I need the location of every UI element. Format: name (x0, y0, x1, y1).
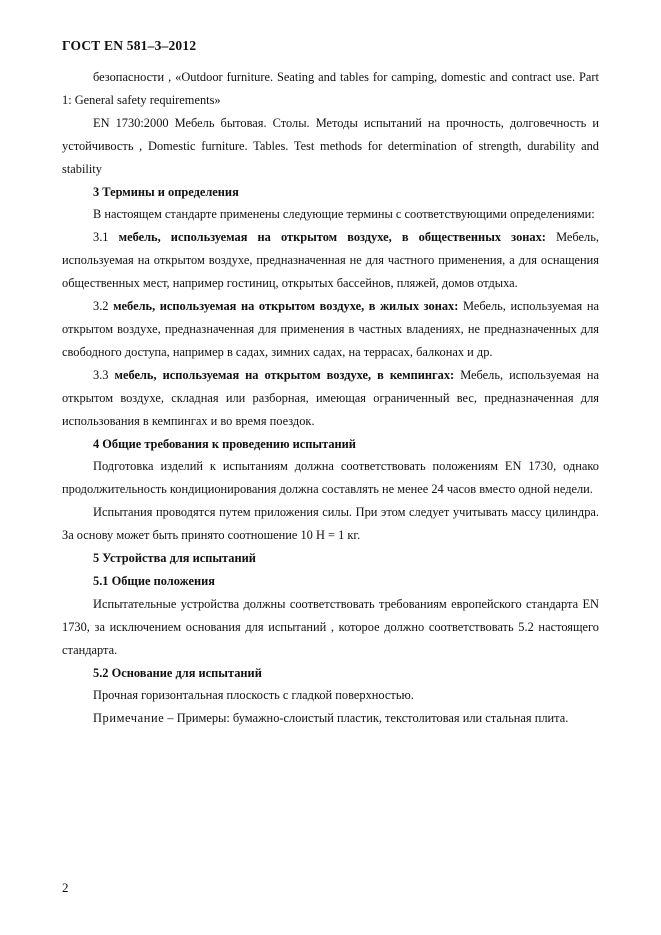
section-3-intro-paragraph: В настоящем стандарте применены следующие термины с соответствующими определениями: (93, 207, 595, 222)
reference-en1730-paragraph: EN 1730:2000 Мебель бытовая. Столы. Методы испытаний на прочность, долговечность и устойчивость , Domestic furniture. Tables. Test methods for determination of strength, durability and stability (62, 115, 599, 176)
note-label: Примечание (93, 711, 165, 726)
section-3-heading: 3 Термины и определения (93, 184, 239, 199)
term-3-2-term: мебель, используемая на открытом воздухе, в жилых зонах: (113, 299, 459, 314)
term-3-1-definition: Мебель, используемая на открытом воздухе, предназначенная не для частного применения, а для оснащения общественных мест, например гостиниц, открытых бассейнов, пляжей, домов отдыха. (62, 230, 599, 291)
note-dash: – (164, 711, 177, 726)
section-5-1-paragraph: Испытательные устройства должны соответствовать требованиям европейского стандарта EN 1730, за исключением основания для испытаний , которое должно соответствовать 5.2 настоящего стандарта. (62, 596, 599, 657)
section-5-2-paragraph: Прочная горизонтальная плоскость с гладкой поверхностью. (93, 688, 414, 703)
term-3-3-term: мебель, используемая на открытом воздухе, в кемпингах: (114, 367, 455, 382)
section-5-heading: 5 Устройства для испытаний (93, 551, 256, 566)
term-3-1-paragraph (62, 226, 599, 295)
section-4-force-paragraph: Испытания проводятся путем приложения силы. При этом следует учитывать массу цилиндра. За основу может быть принято соотношение 10 Н = 1 кг. (62, 505, 599, 543)
term-3-1-number: 3.1 (93, 230, 109, 245)
term-3-2-paragraph (62, 295, 599, 364)
note-paragraph (62, 707, 599, 730)
term-3-3-paragraph (62, 364, 599, 433)
document-header: ГОСТ EN 581–3–2012 (62, 38, 197, 53)
term-3-2-definition: Мебель, используемая на открытом воздухе, предназначенная для применения в частных владениях, не предназначенных для свободного доступа, например в садах, зимних садах, на террасах, балконах и др. (62, 299, 599, 359)
term-3-3-definition: Мебель, используемая на открытом воздухе, складная или разборная, имеющая ограниченный вес, предназначенная для использования в кемпингах и во время поездок. (62, 367, 599, 428)
section-5-1-heading: 5.1 Общие положения (93, 573, 215, 588)
document-body (62, 66, 599, 730)
term-3-1-term: мебель, используемая на открытом воздухе, в общественных зонах: (118, 230, 546, 245)
section-5-2-heading: 5.2 Основание для испытаний (93, 665, 262, 680)
section-4-heading: 4 Общие требования к проведению испытаний (93, 436, 356, 451)
note-text: Примеры: бумажно-слоистый пластик, текстолитовая или стальная плита. (176, 711, 569, 726)
section-4-conditioning-paragraph: Подготовка изделий к испытаниям должна соответствовать положениям EN 1730, однако продолжительность кондиционирования должна составлять не менее 24 часов вместо одной недели. (62, 459, 599, 497)
term-3-3-number: 3.3 (93, 367, 109, 382)
reference-continuation-paragraph: безопасности , «Outdoor furniture. Seating and tables for camping, domestic and contract use. Part 1: General safety requirements» (62, 70, 599, 107)
page-number: 2 (62, 880, 69, 895)
term-3-2-number: 3.2 (93, 299, 109, 314)
